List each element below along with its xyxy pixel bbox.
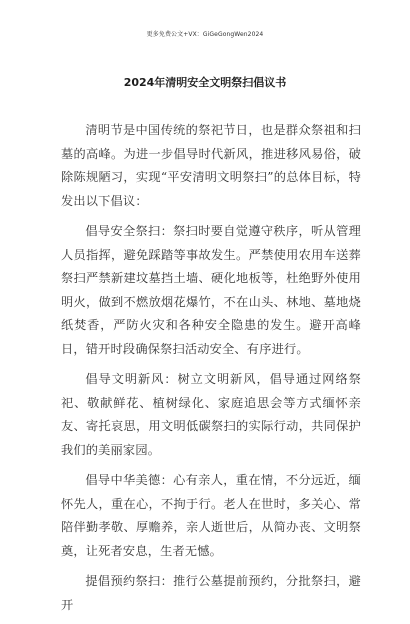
document-title: 2024年清明安全文明祭扫倡议书 (123, 76, 287, 89)
header-note: 更多免费公文+VX：GiGeGongWen2024 (146, 31, 264, 38)
paragraph-intro: 清明节是中国传统的祭祀节日，也是群众祭祖和扫墓的高峰。为进一步倡导时代新风，推进移风易俗，破除陈规陋习，实现“平安清明文明祭扫”的总体目标，特发出以下倡议： (61, 123, 361, 208)
paragraph-civilized-customs: 倡导文明新风：树立文明新风，倡导通过网络祭祀、敬献鲜花、植树绿化、家庭追思会等方式缅怀亲友、寄托哀思，用文明低碳祭扫的实际行动，共同保护我们的美丽家园。 (61, 372, 361, 457)
paragraph-reservation: 提倡预约祭扫：推行公墓提前预约，分批祭扫，避开 (61, 574, 361, 612)
document-body (61, 119, 361, 624)
paragraph-safe-sweeping: 倡导安全祭扫：祭扫时要自觉遵守秩序，听从管理人员指挥，避免踩踏等事故发生。严禁使用农用车送葬祭扫严禁新建坟墓挡土墙、硬化地板等，杜绝野外使用明火，做到不燃放烟花爆竹，不在山头、林地、墓地烧纸焚香，严防火灾和各种安全隐患的发生。避开高峰日，错开时段确保祭扫活动安全、有序进行。 (61, 224, 361, 356)
paragraph-chinese-virtues: 倡导中华美德：心有亲人，重在情，不分远近，缅怀先人，重在心，不拘于行。老人在世时，多关心、常陪伴勤孝敬、厚赡养，亲人逝世后，从简办丧、文明祭奠，让死者安息，生者无憾。 (61, 473, 361, 558)
